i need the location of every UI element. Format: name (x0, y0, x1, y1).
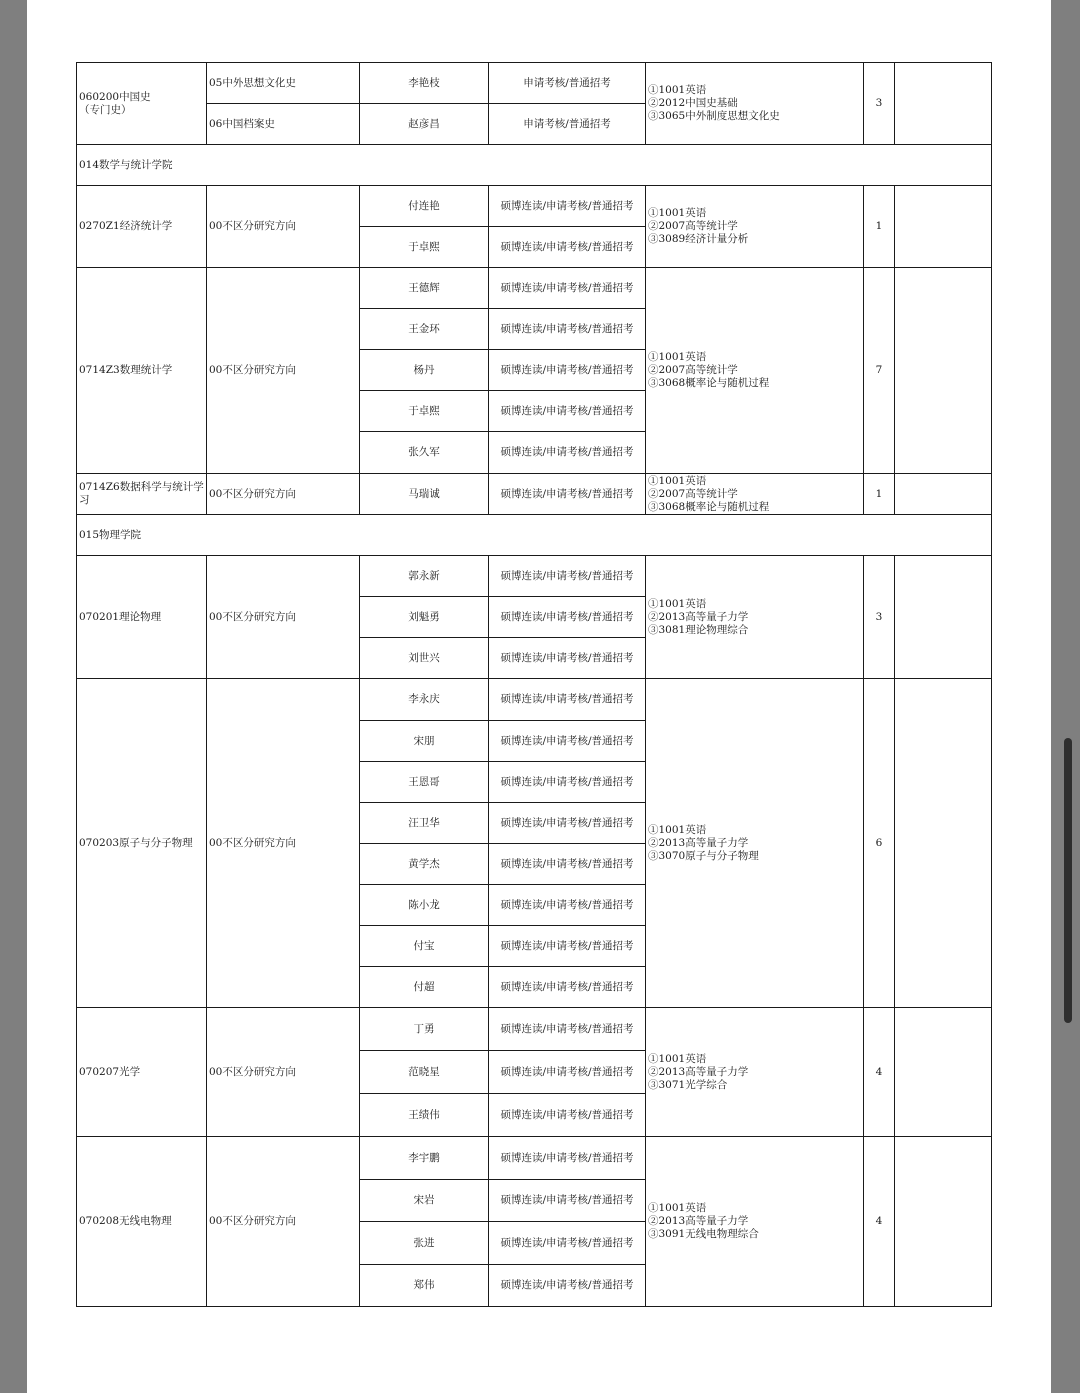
method-cell: 硕博连读/申请考核/普通招考 (489, 1222, 646, 1265)
exam-subject: ②2007高等统计学 (648, 220, 738, 232)
method-cell: 硕博连读/申请考核/普通招考 (489, 721, 646, 762)
remarks-cell (895, 63, 992, 145)
major-cell: 060200中国史 （专门史） (77, 63, 207, 145)
tutor-cell: 王德辉 (360, 268, 489, 309)
tutor-cell: 付宝 (360, 926, 489, 967)
admissions-table (76, 62, 992, 1307)
method-cell: 硕博连读/申请考核/普通招考 (489, 679, 646, 721)
exam-subject: ①1001英语 (648, 597, 707, 610)
exam-subject: ①1001英语 (648, 1202, 707, 1214)
exam-subject: ②2013高等量子力学 (648, 610, 749, 623)
tutor-cell: 郭永新 (360, 556, 489, 597)
exam-subject: ①1001英语 (648, 84, 707, 96)
method-cell: 申请考核/普通招考 (489, 104, 646, 145)
method-cell: 硕博连读/申请考核/普通招考 (489, 1137, 646, 1180)
exam-subject: ②2007高等统计学 (648, 364, 738, 376)
exam-subject: ②2013高等量子力学 (648, 836, 749, 849)
tutor-cell: 付连艳 (360, 186, 489, 227)
method-cell: 硕博连读/申请考核/普通招考 (489, 556, 646, 597)
remarks-cell (895, 1008, 992, 1137)
exam-subject: ①1001英语 (648, 351, 707, 363)
remarks-cell (895, 1137, 992, 1307)
tutor-cell: 王金环 (360, 309, 489, 350)
tutor-cell: 刘世兴 (360, 638, 489, 679)
table-row (77, 679, 992, 721)
exam-subjects-cell (646, 186, 864, 268)
tutor-cell: 付超 (360, 967, 489, 1008)
method-cell: 硕博连读/申请考核/普通招考 (489, 391, 646, 432)
tutor-cell: 赵彦昌 (360, 104, 489, 145)
table-row (77, 474, 992, 515)
exam-subject: ③3089经济计量分析 (648, 233, 749, 245)
section-title: 015物理学院 (77, 515, 992, 556)
major-cell: 070208无线电物理 (77, 1137, 207, 1307)
tutor-cell: 张久军 (360, 432, 489, 474)
method-cell: 硕博连读/申请考核/普通招考 (489, 762, 646, 803)
major-cell: 070203原子与分子物理 (77, 679, 207, 1008)
method-cell: 硕博连读/申请考核/普通招考 (489, 967, 646, 1008)
exam-subject: ③3070原子与分子物理 (648, 849, 759, 862)
method-cell: 硕博连读/申请考核/普通招考 (489, 474, 646, 515)
method-cell: 硕博连读/申请考核/普通招考 (489, 1008, 646, 1051)
exam-subject: ③3071光学综合 (648, 1078, 728, 1091)
tutor-cell: 于卓熙 (360, 227, 489, 268)
method-cell: 硕博连读/申请考核/普通招考 (489, 803, 646, 844)
exam-subject: ②2013高等量子力学 (648, 1215, 749, 1227)
tutor-cell: 王绩伟 (360, 1094, 489, 1137)
direction-cell: 00不区分研究方向 (207, 268, 360, 474)
direction-cell: 06中国档案史 (207, 104, 360, 145)
tutor-cell: 李永庆 (360, 679, 489, 721)
tutor-cell: 杨丹 (360, 350, 489, 391)
exam-subject: ③3068概率论与随机过程 (648, 500, 770, 513)
exam-subjects-cell (646, 1137, 864, 1307)
exam-subjects-cell (646, 63, 864, 145)
direction-cell: 00不区分研究方向 (207, 1008, 360, 1137)
exam-subject: ③3068概率论与随机过程 (648, 377, 770, 389)
exam-subject: ②2012中国史基础 (648, 97, 738, 109)
direction-cell: 00不区分研究方向 (207, 186, 360, 268)
method-cell: 硕博连读/申请考核/普通招考 (489, 1094, 646, 1137)
section-row (77, 515, 992, 556)
tutor-cell: 刘魁勇 (360, 597, 489, 638)
tutor-cell: 陈小龙 (360, 885, 489, 926)
quota-cell: 1 (864, 474, 895, 515)
quota-cell: 1 (864, 186, 895, 268)
tutor-cell: 马瑞诚 (360, 474, 489, 515)
exam-subject: ③3091无线电物理综合 (648, 1228, 759, 1240)
quota-cell: 3 (864, 63, 895, 145)
major-cell: 0714Z6数据科学与统计学习 (77, 474, 207, 515)
tutor-cell: 范晓星 (360, 1051, 489, 1094)
table-row (77, 556, 992, 597)
section-row (77, 145, 992, 186)
major-cell: 0714Z3数理统计学 (77, 268, 207, 474)
method-cell: 硕博连读/申请考核/普通招考 (489, 1051, 646, 1094)
tutor-cell: 宋岩 (360, 1180, 489, 1222)
table-row (77, 268, 992, 309)
method-cell: 硕博连读/申请考核/普通招考 (489, 597, 646, 638)
remarks-cell (895, 268, 992, 474)
section-title: 014数学与统计学院 (77, 145, 992, 186)
table-row (77, 63, 992, 104)
method-cell: 硕博连读/申请考核/普通招考 (489, 186, 646, 227)
method-cell: 硕博连读/申请考核/普通招考 (489, 1180, 646, 1222)
method-cell: 硕博连读/申请考核/普通招考 (489, 926, 646, 967)
exam-subjects-cell (646, 556, 864, 679)
tutor-cell: 汪卫华 (360, 803, 489, 844)
tutor-cell: 于卓熙 (360, 391, 489, 432)
method-cell: 硕博连读/申请考核/普通招考 (489, 432, 646, 474)
scrollbar-thumb[interactable] (1064, 738, 1072, 1023)
method-cell: 硕博连读/申请考核/普通招考 (489, 268, 646, 309)
direction-cell: 00不区分研究方向 (207, 556, 360, 679)
major-cell: 070201理论物理 (77, 556, 207, 679)
method-cell: 硕博连读/申请考核/普通招考 (489, 885, 646, 926)
exam-subjects-cell (646, 679, 864, 1008)
tutor-cell: 宋朋 (360, 721, 489, 762)
method-cell: 硕博连读/申请考核/普通招考 (489, 309, 646, 350)
exam-subject: ①1001英语 (648, 207, 707, 219)
exam-subjects-cell (646, 268, 864, 474)
quota-cell: 4 (864, 1008, 895, 1137)
remarks-cell (895, 679, 992, 1008)
exam-subject: ②2007高等统计学 (648, 487, 738, 500)
exam-subject: ①1001英语 (648, 474, 707, 487)
method-cell: 硕博连读/申请考核/普通招考 (489, 844, 646, 885)
tutor-cell: 张进 (360, 1222, 489, 1265)
quota-cell: 7 (864, 268, 895, 474)
method-cell: 硕博连读/申请考核/普通招考 (489, 350, 646, 391)
quota-cell: 4 (864, 1137, 895, 1307)
direction-cell: 00不区分研究方向 (207, 474, 360, 515)
method-cell: 申请考核/普通招考 (489, 63, 646, 104)
major-cell: 0270Z1经济统计学 (77, 186, 207, 268)
exam-subject: ③3065中外制度思想文化史 (648, 110, 780, 122)
method-cell: 硕博连读/申请考核/普通招考 (489, 1265, 646, 1307)
quota-cell: 6 (864, 679, 895, 1008)
major-cell: 070207光学 (77, 1008, 207, 1137)
table-row (77, 1137, 992, 1180)
exam-subject: ②2013高等量子力学 (648, 1065, 749, 1078)
tutor-cell: 黄学杰 (360, 844, 489, 885)
tutor-cell: 丁勇 (360, 1008, 489, 1051)
tutor-cell: 李艳枝 (360, 63, 489, 104)
tutor-cell: 郑伟 (360, 1265, 489, 1307)
tutor-cell: 李宇鹏 (360, 1137, 489, 1180)
tutor-cell: 王恩哥 (360, 762, 489, 803)
remarks-cell (895, 186, 992, 268)
exam-subject: ①1001英语 (648, 1052, 707, 1065)
method-cell: 硕博连读/申请考核/普通招考 (489, 227, 646, 268)
exam-subject: ①1001英语 (648, 823, 707, 836)
exam-subject: ③3081理论物理综合 (648, 623, 749, 636)
quota-cell: 3 (864, 556, 895, 679)
table-row (77, 1008, 992, 1051)
exam-subjects-cell (646, 1008, 864, 1137)
direction-cell: 00不区分研究方向 (207, 679, 360, 1008)
remarks-cell (895, 556, 992, 679)
table-row (77, 186, 992, 227)
direction-cell: 05中外思想文化史 (207, 63, 360, 104)
method-cell: 硕博连读/申请考核/普通招考 (489, 638, 646, 679)
exam-subjects-cell (646, 474, 864, 515)
remarks-cell (895, 474, 992, 515)
direction-cell: 00不区分研究方向 (207, 1137, 360, 1307)
